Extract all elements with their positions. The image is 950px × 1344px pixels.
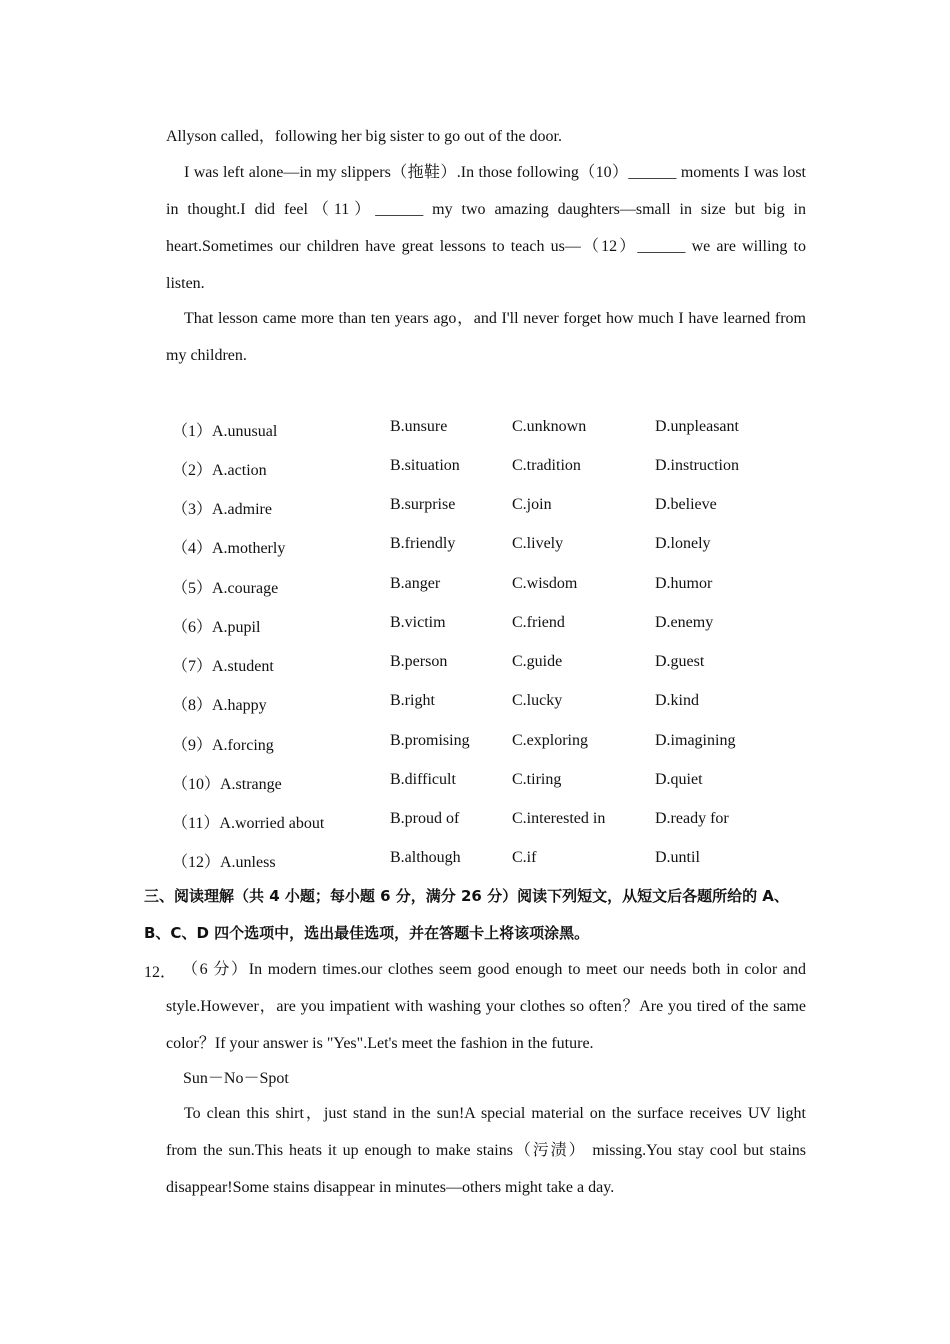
- option-c: C.join: [512, 496, 552, 513]
- option-a: （2）A.action: [172, 462, 267, 479]
- question-intro: （6 分）In modern times.our clothes seem good enough to meet our needs both in color and style.However，are you impatient with washing your clothes so often？Are you tired of the same color？If your answer is "Yes".Let's meet the fashion in the future.: [166, 961, 806, 1052]
- option-a: （11）A.worried about: [172, 815, 325, 832]
- option-a: （4）A.motherly: [172, 540, 286, 557]
- option-d: D.until: [655, 849, 700, 866]
- option-d: D.unpleasant: [655, 418, 739, 435]
- passage-paragraph-2: I was left alone—in my slippers（拖鞋）.In those following（10）______ moments I was lost in thought.I did feel（11）______ my two amazing daughters—small in size but big in heart.Sometimes our children have great lessons to teach us—（12）______ we are willing to listen.: [166, 164, 806, 292]
- option-c: C.lucky: [512, 692, 563, 709]
- option-c: C.tradition: [512, 457, 581, 474]
- option-d: D.lonely: [655, 535, 711, 552]
- option-d: D.imagining: [655, 732, 736, 749]
- option-a: （12）A.unless: [172, 854, 276, 871]
- option-c: C.interested in: [512, 810, 606, 827]
- option-c: C.tiring: [512, 771, 562, 788]
- question-number: 12．: [144, 964, 177, 981]
- option-d: D.guest: [655, 653, 705, 670]
- option-a: （7）A.student: [172, 658, 274, 675]
- option-c: C.friend: [512, 614, 565, 631]
- option-a: （3）A.admire: [172, 501, 272, 518]
- option-d: D.humor: [655, 575, 713, 592]
- article-title: Sun－No－Spot: [183, 1070, 289, 1087]
- option-b: B.although: [390, 849, 461, 866]
- passage-line-1: Allyson called，following her big sister to go out of the door.: [166, 128, 562, 145]
- option-b: B.proud of: [390, 810, 460, 827]
- option-b: B.surprise: [390, 496, 456, 513]
- option-c: C.guide: [512, 653, 563, 670]
- option-d: D.quiet: [655, 771, 703, 788]
- option-c: C.exploring: [512, 732, 588, 749]
- option-d: D.enemy: [655, 614, 714, 631]
- option-a: （9）A.forcing: [172, 737, 274, 754]
- option-c: C.lively: [512, 535, 564, 552]
- section-heading: 三、阅读理解（共 4 小题；每小题 6 分，满分 26 分）阅读下列短文，从短文后各题所给的 A、B、C、D 四个选项中，选出最佳选项，并在答题卡上将该项涂黑。: [144, 887, 789, 942]
- option-b: B.person: [390, 653, 448, 670]
- option-c: C.wisdom: [512, 575, 578, 592]
- option-a: （1）A.unusual: [172, 423, 278, 440]
- option-a: （6）A.pupil: [172, 619, 261, 636]
- option-a: （5）A.courage: [172, 580, 279, 597]
- option-b: B.promising: [390, 732, 470, 749]
- option-b: B.difficult: [390, 771, 456, 788]
- option-d: D.believe: [655, 496, 717, 513]
- option-d: D.kind: [655, 692, 699, 709]
- option-a: （8）A.happy: [172, 697, 267, 714]
- article-body: To clean this shirt，just stand in the sun!A special material on the surface receives UV light from the sun.This heats it up enough to make stains（污渍） missing.You stay cool but stains disappear!Some stains disappear in minutes—others might take a day.: [166, 1105, 806, 1196]
- option-b: B.situation: [390, 457, 460, 474]
- passage-paragraph-3: That lesson came more than ten years ago，and I'll never forget how much I have learned from my children.: [166, 310, 806, 364]
- option-b: B.unsure: [390, 418, 448, 435]
- option-b: B.right: [390, 692, 435, 709]
- option-b: B.friendly: [390, 535, 456, 552]
- option-d: D.ready for: [655, 810, 729, 827]
- option-c: C.if: [512, 849, 537, 866]
- option-d: D.instruction: [655, 457, 739, 474]
- option-c: C.unknown: [512, 418, 587, 435]
- option-b: B.victim: [390, 614, 446, 631]
- option-b: B.anger: [390, 575, 441, 592]
- option-a: （10）A.strange: [172, 776, 282, 793]
